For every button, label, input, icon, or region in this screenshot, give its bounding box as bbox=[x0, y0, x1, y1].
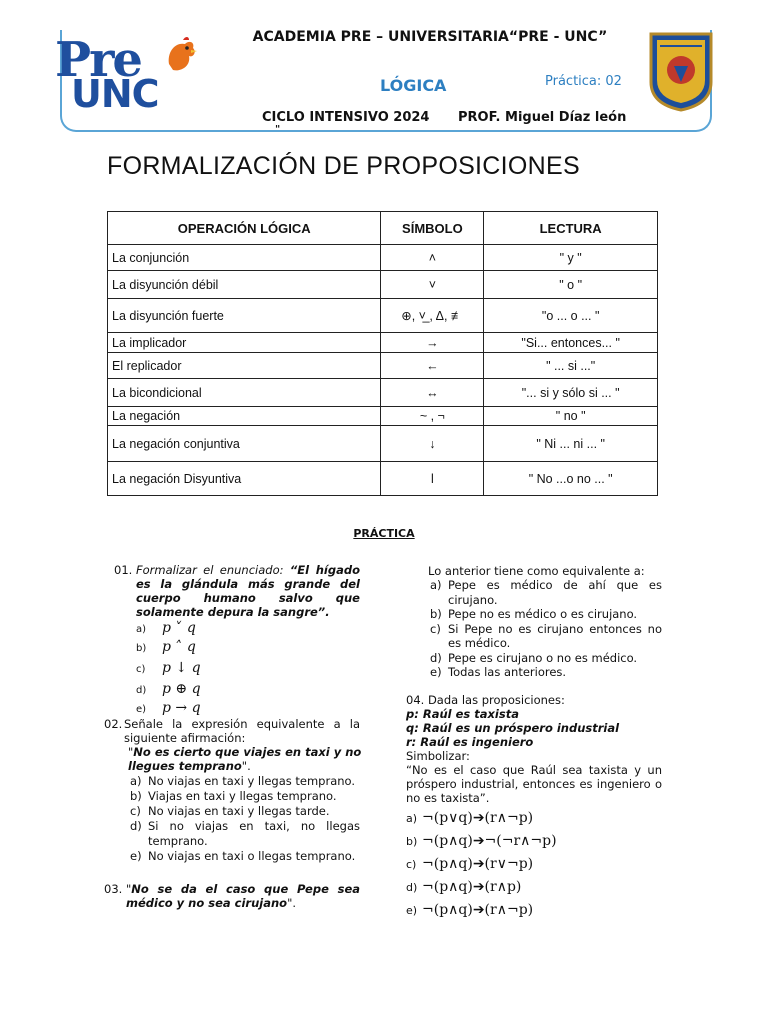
question-3 bbox=[104, 882, 364, 910]
option-c bbox=[406, 857, 662, 880]
question-1 bbox=[104, 563, 364, 619]
question-2-quote bbox=[104, 745, 364, 773]
table-row bbox=[108, 333, 658, 353]
table-row bbox=[108, 271, 658, 299]
reading-cell: " o " bbox=[484, 271, 658, 299]
symbol-cell: ˄ bbox=[381, 245, 484, 271]
question-lead: Señale la expresión equivalente a la siguiente afirmación: bbox=[124, 717, 360, 745]
question-number: 01. bbox=[114, 563, 133, 577]
table-header-row bbox=[108, 212, 658, 245]
question-statement: No es cierto que viajes en taxi y no llegues temprano bbox=[128, 745, 362, 773]
option-a bbox=[136, 621, 364, 640]
operation-cell: La implicador bbox=[108, 333, 381, 353]
proposition-q: q: Raúl es un próspero industrial bbox=[406, 720, 620, 735]
option-text: No viajas en taxi y llegas tarde. bbox=[148, 804, 330, 818]
table-row bbox=[108, 462, 658, 496]
option-letter: a) bbox=[406, 811, 418, 825]
option-letter: e) bbox=[406, 903, 418, 917]
reading-cell: " No ...o no ... " bbox=[484, 462, 658, 496]
operation-cell: La disyunción fuerte bbox=[108, 299, 381, 333]
question-4-statement bbox=[406, 763, 662, 805]
reading-cell: " Ni ... ni ... " bbox=[484, 426, 658, 462]
option-letter: c) bbox=[406, 857, 417, 871]
option-letter: c) bbox=[136, 664, 146, 675]
question-statement: “No es el caso que Raúl sea taxista y un próspero industrial, entonces es ingeniero o no es taxista”. bbox=[406, 762, 662, 805]
header-symbol: SÍMBOLO bbox=[381, 212, 484, 245]
symbol-cell: → bbox=[381, 333, 484, 353]
option-text: No viajas en taxi o llegas temprano. bbox=[148, 849, 356, 863]
option-text: Pepe es cirujano o no es médico. bbox=[448, 650, 638, 665]
operation-cell: El replicador bbox=[108, 353, 381, 379]
option-letter: e) bbox=[136, 704, 147, 715]
option-formula: p ↓ q bbox=[162, 660, 201, 676]
question-2 bbox=[104, 717, 364, 745]
table-row bbox=[108, 245, 658, 271]
option-d bbox=[406, 880, 662, 903]
quote-mark: " bbox=[126, 882, 132, 896]
right-column bbox=[406, 564, 662, 926]
quote-mark: ". bbox=[241, 759, 251, 773]
option-letter: e) bbox=[430, 665, 442, 679]
table-row bbox=[108, 353, 658, 379]
question-number: 03. bbox=[104, 882, 123, 896]
rooster-icon bbox=[163, 36, 197, 76]
header-operation: OPERACIÓN LÓGICA bbox=[108, 212, 381, 245]
header-trailing-mark: " bbox=[275, 124, 281, 135]
operation-cell: La disyunción débil bbox=[108, 271, 381, 299]
option-formula: ¬(p∧q)➔(r∧¬p) bbox=[422, 901, 534, 918]
logic-operations-table bbox=[107, 211, 658, 496]
quote-mark: " bbox=[128, 745, 134, 759]
option-c bbox=[130, 804, 364, 819]
question-text bbox=[136, 563, 360, 619]
table-row bbox=[108, 379, 658, 407]
reading-cell: " no " bbox=[484, 407, 658, 426]
option-formula: ¬(p∧q)➔(r∨¬p) bbox=[422, 855, 534, 872]
option-letter: d) bbox=[136, 685, 147, 696]
question-3-options bbox=[406, 578, 662, 680]
option-a bbox=[430, 578, 662, 607]
option-text: No viajas en taxi y llegas temprano. bbox=[148, 774, 356, 788]
option-b bbox=[130, 789, 364, 804]
operation-cell: La conjunción bbox=[108, 245, 381, 271]
option-b bbox=[430, 607, 662, 622]
table-row bbox=[108, 407, 658, 426]
option-c bbox=[430, 622, 662, 651]
symbol-cell: ⊕, ˅̲ , Δ, ≢ bbox=[381, 299, 484, 333]
proposition-p: p: Raúl es taxista bbox=[406, 706, 519, 721]
option-c bbox=[136, 661, 364, 682]
reading-cell: " ... si ..." bbox=[484, 353, 658, 379]
question-number: 02. bbox=[104, 717, 123, 731]
option-formula: ¬(p∨q)➔(r∧¬p) bbox=[422, 809, 534, 826]
option-text: Pepe no es médico o es cirujano. bbox=[448, 607, 638, 621]
pre-unc-logo bbox=[55, 28, 195, 114]
option-text: Viajas en taxi y llegas temprano. bbox=[148, 789, 337, 803]
option-letter: e) bbox=[130, 849, 142, 863]
academy-name: ACADEMIA PRE – UNIVERSITARIA“PRE - UNC” bbox=[252, 29, 608, 45]
option-text: Si no viajas en taxi, no llegas temprano. bbox=[148, 819, 360, 848]
option-letter: b) bbox=[406, 834, 418, 848]
reading-cell: "Si... entonces... " bbox=[484, 333, 658, 353]
option-letter: b) bbox=[430, 607, 442, 621]
question-4-lead: 04. Dada las proposiciones: bbox=[406, 692, 565, 707]
option-e bbox=[406, 903, 662, 926]
option-d bbox=[430, 651, 662, 666]
reading-cell: "... si y sólo si ... " bbox=[484, 379, 658, 407]
option-letter: b) bbox=[136, 643, 147, 654]
university-seal-icon bbox=[648, 30, 714, 112]
symbol-cell: ~ , ¬ bbox=[381, 407, 484, 426]
option-b bbox=[136, 640, 364, 661]
option-e bbox=[430, 665, 662, 680]
option-letter: a) bbox=[130, 774, 142, 788]
header-reading: LECTURA bbox=[484, 212, 658, 245]
option-letter: c) bbox=[430, 621, 441, 636]
question-text bbox=[126, 882, 360, 910]
operation-cell: La bicondicional bbox=[108, 379, 381, 407]
option-e bbox=[130, 849, 364, 864]
question-3-lead: Lo anterior tiene como equivalente a: bbox=[428, 564, 645, 578]
logo-top-text: Pre bbox=[55, 32, 141, 88]
professor-label: PROF. Miguel Díaz león bbox=[458, 110, 627, 125]
option-formula: p ˅ q bbox=[162, 620, 196, 636]
option-d bbox=[136, 682, 364, 701]
reading-cell: "o ... o ... " bbox=[484, 299, 658, 333]
option-b bbox=[406, 834, 662, 857]
symbol-cell: ↔ bbox=[381, 379, 484, 407]
option-formula: ¬(p∧q)➔¬(¬r∧¬p) bbox=[422, 832, 557, 849]
option-letter: d) bbox=[406, 880, 418, 894]
option-formula: ¬(p∧q)➔(r∧p) bbox=[422, 878, 522, 895]
option-text: Pepe es médico de ahí que es cirujano. bbox=[448, 578, 662, 607]
operation-cell: La negación conjuntiva bbox=[108, 426, 381, 462]
operation-cell: La negación bbox=[108, 407, 381, 426]
option-formula: p ˄ q bbox=[162, 639, 196, 655]
practice-number: Práctica: 02 bbox=[545, 74, 622, 89]
practice-heading: PRÁCTICA bbox=[353, 527, 415, 540]
table-row bbox=[108, 426, 658, 462]
page-title: FORMALIZACIÓN DE PROPOSICIONES bbox=[107, 152, 580, 180]
symbol-cell: ˅ bbox=[381, 271, 484, 299]
question-1-options bbox=[104, 621, 364, 717]
symbol-cell: ← bbox=[381, 353, 484, 379]
question-4-options bbox=[406, 811, 662, 926]
symbol-cell: ↓ bbox=[381, 426, 484, 462]
question-statement: “El hígado es la glándula más grande del cuerpo humano salvo que solamente depura la sangre”. bbox=[136, 563, 360, 619]
option-letter: c) bbox=[130, 804, 141, 818]
option-letter: d) bbox=[130, 819, 142, 833]
question-statement: No se da el caso que Pepe sea médico y no sea cirujano bbox=[126, 882, 360, 910]
option-letter: b) bbox=[130, 789, 142, 803]
option-letter: a) bbox=[136, 624, 147, 635]
reading-cell: " y " bbox=[484, 245, 658, 271]
operation-cell: La negación Disyuntiva bbox=[108, 462, 381, 496]
option-letter: a) bbox=[430, 578, 442, 592]
option-letter: d) bbox=[430, 650, 442, 665]
option-e bbox=[136, 701, 364, 717]
option-d bbox=[130, 819, 364, 849]
option-formula: p ⊕ q bbox=[162, 681, 201, 697]
table-row bbox=[108, 299, 658, 333]
symbol-cell: ǀ bbox=[381, 462, 484, 496]
option-text: Todas las anteriores. bbox=[448, 665, 567, 679]
subject-title: LÓGICA bbox=[380, 76, 447, 95]
left-column bbox=[104, 563, 364, 910]
logo-bottom-text: UNC bbox=[71, 72, 159, 116]
option-a bbox=[406, 811, 662, 834]
option-formula: p → q bbox=[162, 700, 201, 716]
question-2-options bbox=[104, 774, 364, 864]
question-lead: Formalizar el enunciado: bbox=[136, 563, 290, 577]
symbolize-label: Simbolizar: bbox=[406, 748, 470, 763]
quote-mark: ". bbox=[287, 896, 297, 910]
option-text: Si Pepe no es cirujano entonces no es médico. bbox=[448, 621, 662, 650]
proposition-r: r: Raúl es ingeniero bbox=[406, 734, 534, 749]
cycle-label: CICLO INTENSIVO 2024 bbox=[262, 110, 430, 125]
option-a bbox=[130, 774, 364, 789]
